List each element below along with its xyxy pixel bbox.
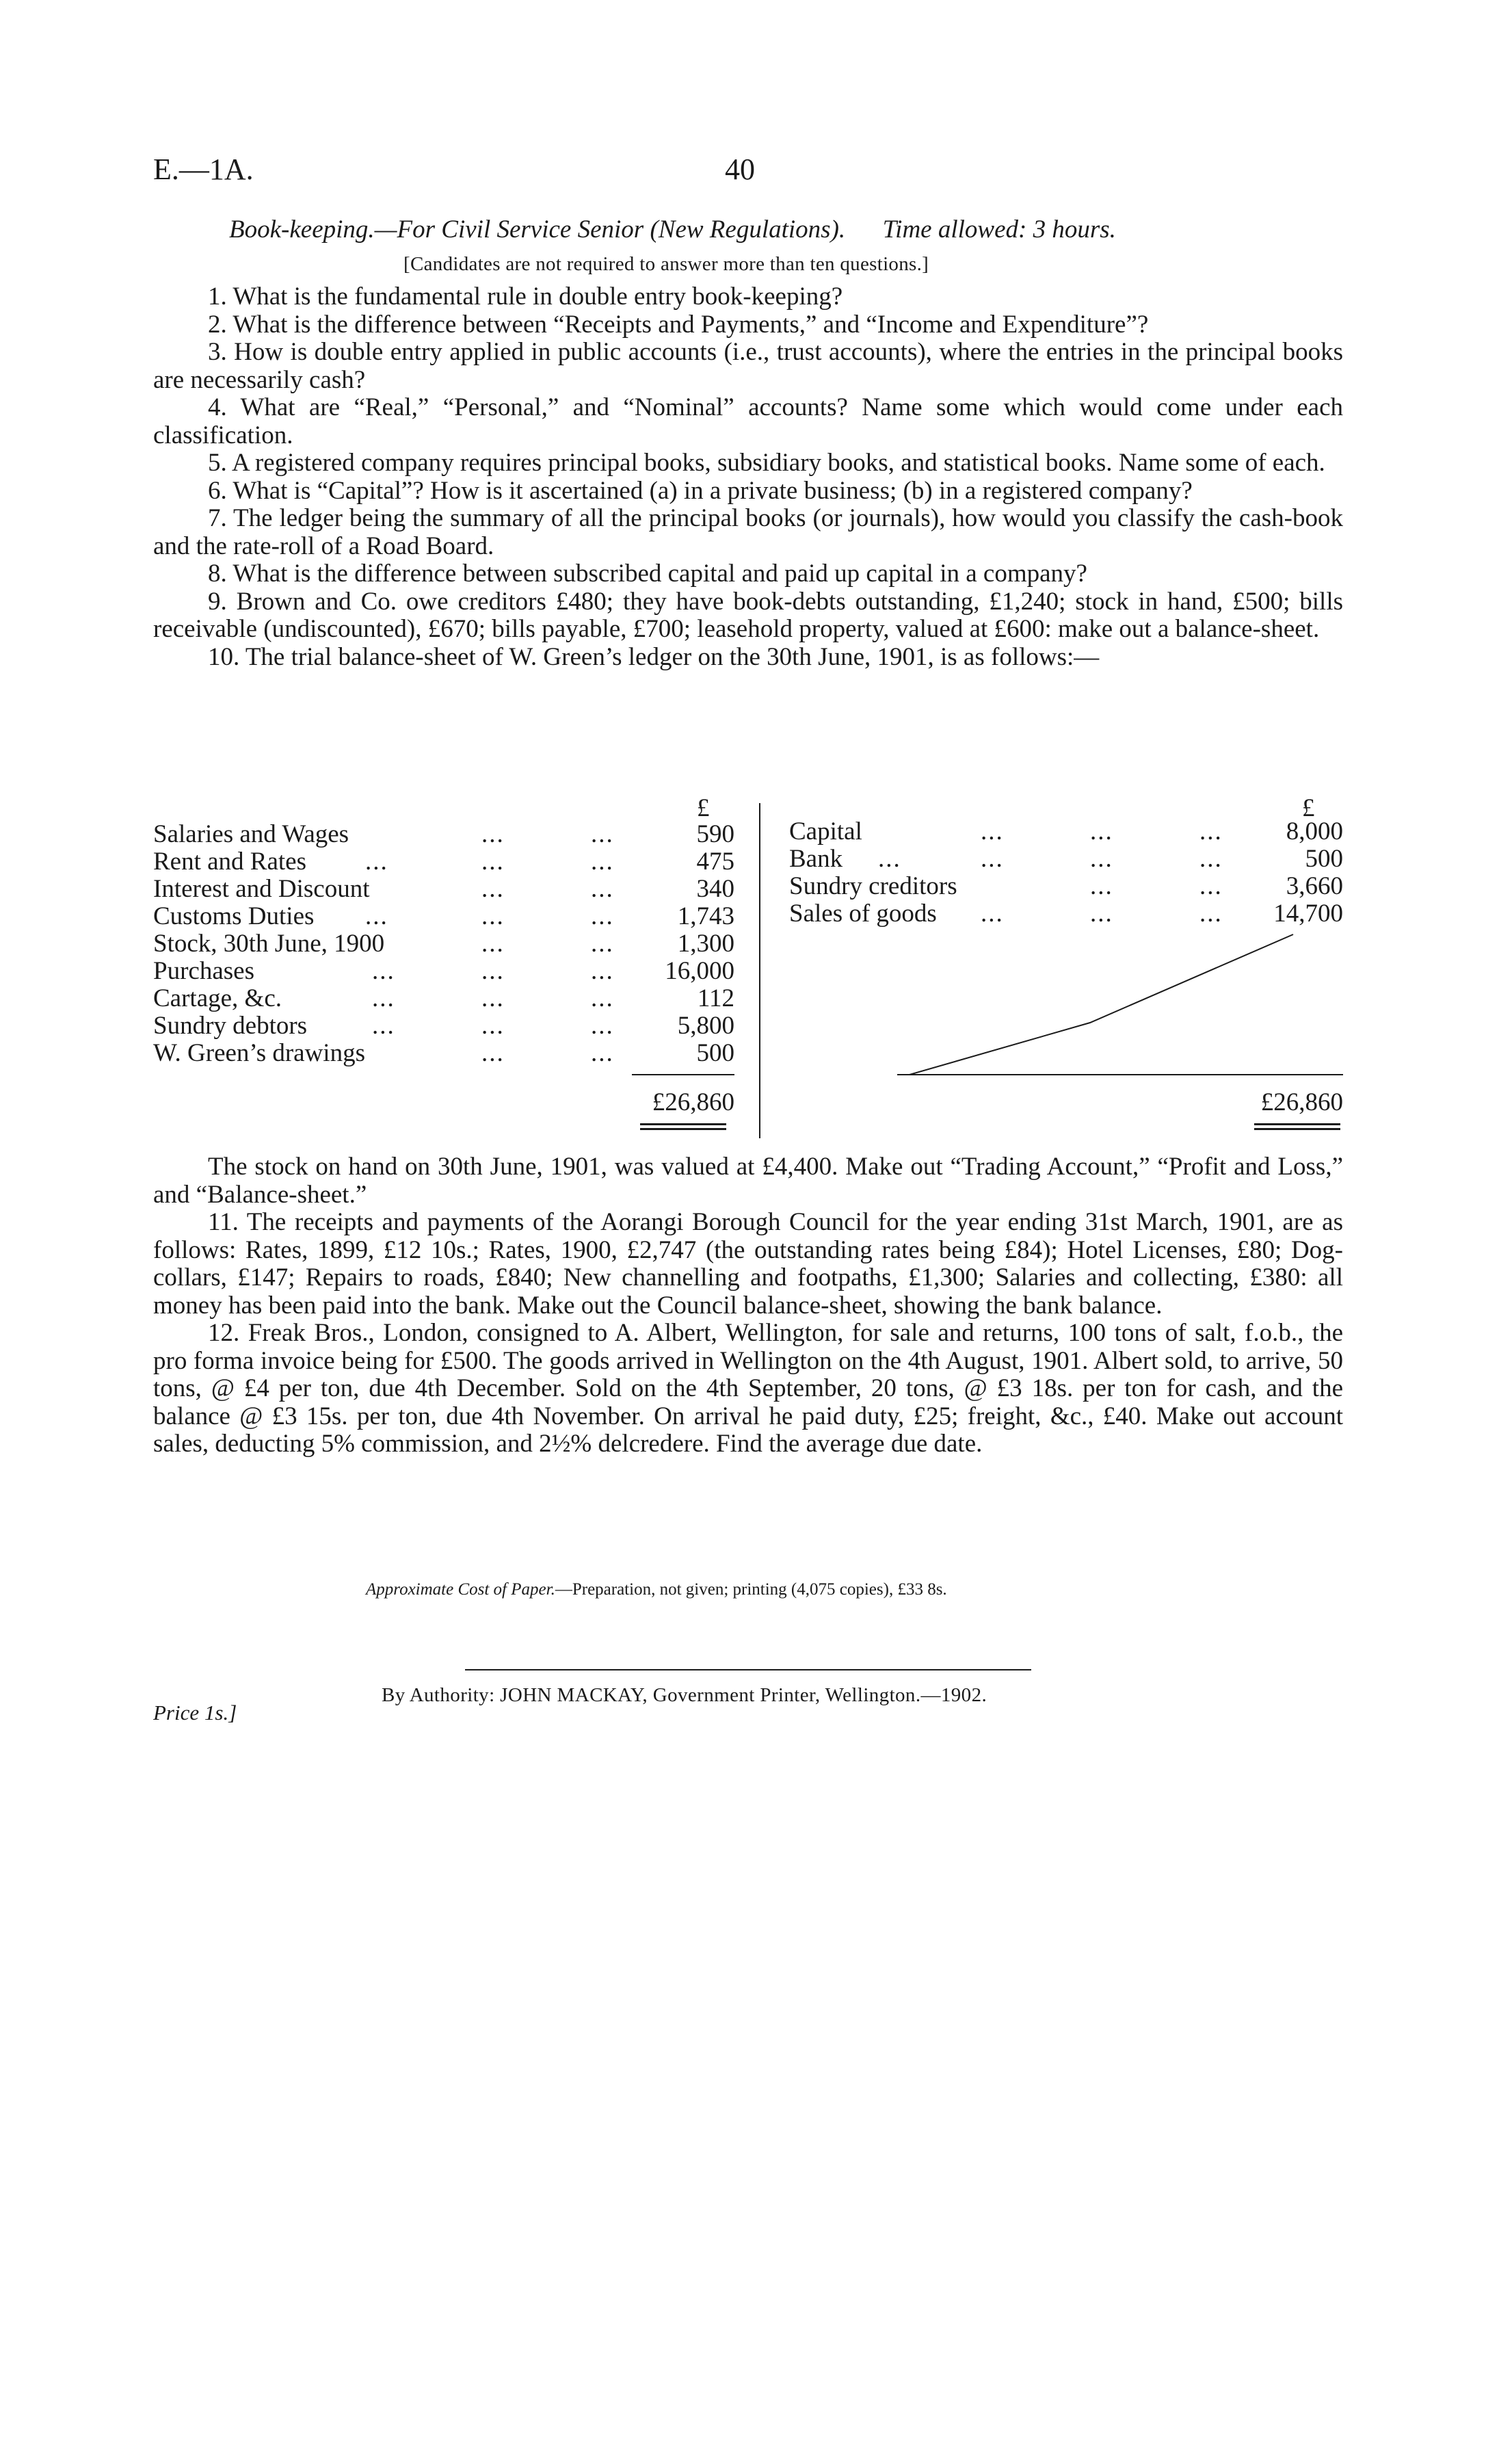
ledger-row: Capital ... ... ... 8,000 <box>789 817 1343 846</box>
question-6: 6. What is “Capital”? How is it ascertained (a) in a private business; (b) in a registered company? <box>208 476 1193 505</box>
right-double-rule <box>1254 1128 1340 1130</box>
ledger-row: Sales of goods ... ... ... 14,700 <box>789 900 1343 928</box>
question-5: 5. A registered company requires principal books, subsidiary books, and statistical books. Name some of each. <box>208 449 1325 477</box>
question-3: 3. How is double entry applied in public accounts (i.e., trust accounts), where the entries in the principal books are necessarily cash? <box>153 338 1343 394</box>
trial-balance-table <box>153 794 1343 1149</box>
ledger-amount: 112 <box>697 984 734 1012</box>
ledger-label: Sundry creditors <box>789 872 957 900</box>
ledger-amount: 500 <box>696 1039 734 1067</box>
ledger-amount: 8,000 <box>1286 817 1343 846</box>
right-currency-header: £ <box>1302 794 1315 822</box>
ledger-amount: 475 <box>696 848 734 876</box>
ledger-amount: 3,660 <box>1286 872 1343 900</box>
ledger-amount: 500 <box>1305 845 1343 873</box>
ledger-amount: 1,743 <box>677 902 734 930</box>
question-12: 12. Freak Bros., London, consigned to A. Albert, Wellington, for sale and returns, 100 tons of salt, f.o.b., the pro forma invoice being for £500. The goods arrived in Wellington on the 4th August, 1901. Albert sold, to arrive, 50 tons, @ £4 per ton, due 4th December. Sold on the 4th September, 20 tons, @ £3 18s. per ton for cash, and the balance @ £3 15s. per ton, due 4th November. On arrival he paid duty, £25; freight, &c., £40. Make out account sales, deducting 5% commission, and 2½% delcredere. Find the average due date. <box>153 1319 1343 1458</box>
diagonal-filler-line <box>892 930 1302 1074</box>
ledger-row: Stock, 30th June, 1900 ... ... 1,300 <box>153 930 734 958</box>
ledger-amount: 5,800 <box>677 1012 734 1040</box>
ledger-label: Customs Duties <box>153 902 315 930</box>
right-total: £26,860 <box>1260 1088 1343 1116</box>
ledger-row: Rent and Rates ... ... ... 475 <box>153 848 734 876</box>
ledger-row: Customs Duties ... ... ... 1,743 <box>153 902 734 930</box>
ledger-amount: 1,300 <box>677 930 734 958</box>
question-4: 4. What are “Real,” “Personal,” and “Nominal” accounts? Name some which would come under each classification. <box>153 393 1343 449</box>
ledger-row: Interest and Discount ... ... 340 <box>153 875 734 903</box>
ledger-amount: 340 <box>696 875 734 903</box>
ledger-row: W. Green’s drawings ... ... 500 <box>153 1039 734 1067</box>
ledger-amount: 590 <box>696 820 734 848</box>
ledger-row: Purchases ... ... ... 16,000 <box>153 957 734 985</box>
ledger-label: Capital <box>789 817 862 846</box>
exam-subject: Book-keeping.—For Civil Service Senior (New Regulations). <box>229 215 846 244</box>
question-1: 1. What is the fundamental rule in double entry book-keeping? <box>208 283 843 311</box>
right-total-row <box>789 1089 1343 1116</box>
question-8: 8. What is the difference between subscribed capital and paid up capital in a company? <box>208 560 1087 588</box>
ledger-label: Sundry debtors <box>153 1012 308 1040</box>
ledger-label: Interest and Discount <box>153 875 370 903</box>
ledger-row: Cartage, &c. ... ... ... 112 <box>153 984 734 1012</box>
stock-note: The stock on hand on 30th June, 1901, was valued at £4,400. Make out “Trading Account,” “Profit and Loss,” and “Balance-sheet.” <box>153 1153 1343 1209</box>
cost-of-paper: Approximate Cost of Paper.—Preparation, not given; printing (4,075 copies), £33 8s. <box>366 1580 947 1599</box>
left-double-rule <box>640 1128 726 1130</box>
ledger-label: Sales of goods <box>789 900 937 928</box>
post-table-block <box>153 1153 1343 1458</box>
exam-title <box>229 215 1116 244</box>
ledger-row: Sundry creditors ... ... 3,660 <box>789 872 1343 900</box>
left-total: £26,860 <box>652 1088 734 1116</box>
left-currency-header: £ <box>697 794 710 822</box>
column-divider <box>759 803 760 1138</box>
ledger-label: Cartage, &c. <box>153 984 282 1012</box>
footer-rule <box>465 1669 1031 1670</box>
question-11: 11. The receipts and payments of the Aorangi Borough Council for the year ending 31st March, 1901, are as follows: Rates, 1899, £12 10s.; Rates, 1900, £2,747 (the outstanding rates being £84); Hotel Licenses, £80; Dog-collars, £147; Repairs to roads, £840; New channelling and footpaths, £1,300; Salaries and collecting, £380: all money has been paid into the bank. Make out the Council balance-sheet, showing the bank balance. <box>153 1208 1343 1320</box>
printer-authority: By Authority: JOHN MACKAY, Government Printer, Wellington.—1902. <box>382 1684 987 1706</box>
question-10: 10. The trial balance-sheet of W. Green’s ledger on the 30th June, 1901, is as follows:— <box>208 642 1100 671</box>
ledger-row: Bank ... ... ... ... 500 <box>789 845 1343 873</box>
ledger-label: Stock, 30th June, 1900 <box>153 930 385 958</box>
left-double-rule <box>640 1123 726 1125</box>
ledger-label: Rent and Rates <box>153 848 307 876</box>
questions-block <box>153 283 1343 671</box>
ledger-amount: 16,000 <box>665 957 734 985</box>
document-code: E.—1A. <box>153 153 254 186</box>
time-allowed: Time allowed: 3 hours. <box>882 215 1116 244</box>
question-2: 2. What is the difference between “Receipts and Payments,” and “Income and Expenditure”? <box>208 310 1149 339</box>
ledger-row: Sundry debtors ... ... ... 5,800 <box>153 1012 734 1040</box>
ledger-label: Purchases <box>153 957 254 985</box>
ledger-row: Salaries and Wages ... ... 590 <box>153 820 734 848</box>
ledger-amount: 14,700 <box>1273 900 1343 928</box>
instructions-note: [Candidates are not required to answer more than ten questions.] <box>403 253 929 275</box>
question-9: 9. Brown and Co. owe creditors £480; they have book-debts outstanding, £1,240; stock in hand, £500; bills receivable (undiscounted), £670; bills payable, £700; leasehold property, valued at £600: make out a balance-sheet. <box>153 587 1343 643</box>
right-double-rule <box>1254 1123 1340 1125</box>
ledger-label: W. Green’s drawings <box>153 1039 365 1067</box>
ledger-label: Bank <box>789 845 843 873</box>
ledger-label: Salaries and Wages <box>153 820 349 848</box>
left-total-rule <box>632 1074 734 1075</box>
left-total-row <box>153 1089 734 1116</box>
page-number: 40 <box>725 153 755 186</box>
right-total-rule <box>897 1074 1343 1075</box>
price: Price 1s.] <box>153 1701 237 1725</box>
question-7: 7. The ledger being the summary of all the principal books (or journals), how would you classify the cash-book and the rate-roll of a Road Board. <box>153 504 1343 560</box>
